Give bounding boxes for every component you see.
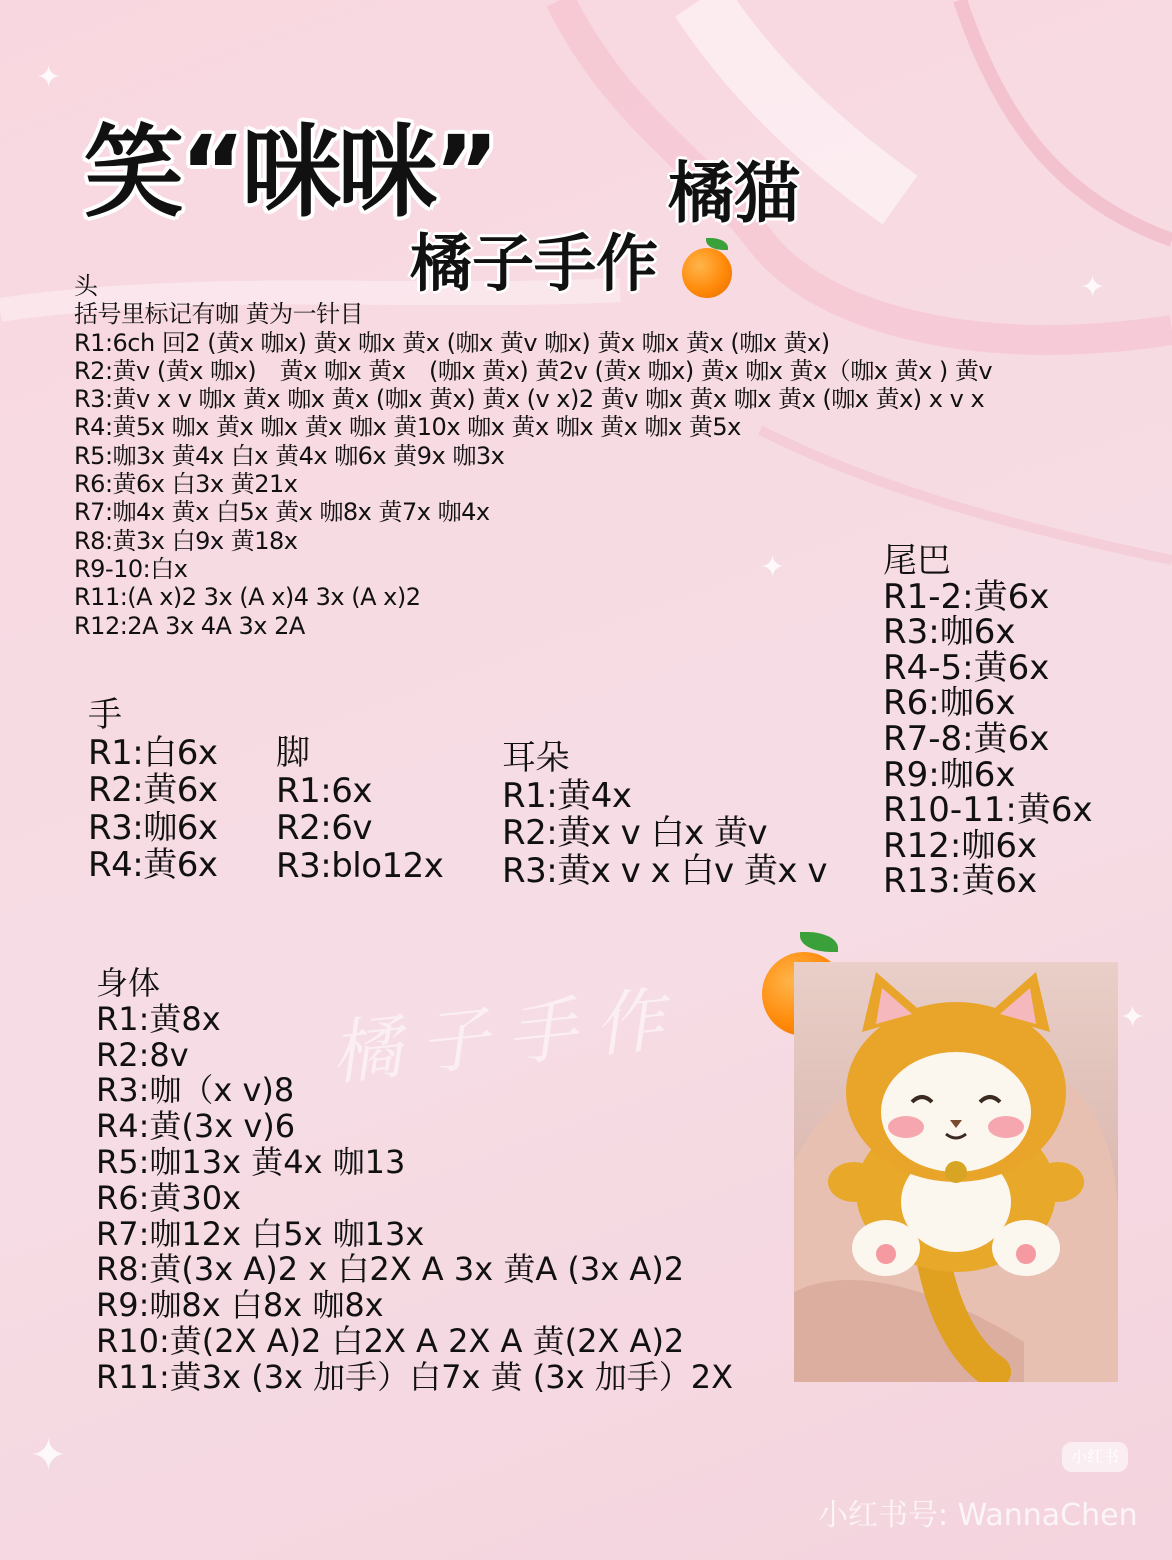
section-heading: 脚 — [276, 733, 310, 773]
pattern-row: R4:黄(3x v)6 — [96, 1107, 296, 1146]
pattern-row: R8:黄3x 白9x 黄18x — [74, 526, 298, 555]
star-icon: ✦ — [30, 1430, 67, 1481]
pattern-row: R2:黄x v 白x 黄v — [502, 813, 768, 853]
pattern-row: R1:黄4x — [502, 775, 632, 816]
section-heading: 身体 — [96, 964, 161, 1002]
page-subtitle: 橘猫 — [668, 155, 800, 232]
platform-badge: 小红书 — [1062, 1442, 1128, 1472]
platform-account: 小红书号: WannaChen — [818, 1498, 1138, 1533]
star-icon: ✦ — [1080, 270, 1106, 305]
body-section — [96, 966, 733, 1396]
pattern-row: R8:黄(3x A)2 x 白2X A 3x 黄A (3x A)2 — [96, 1250, 685, 1289]
pattern-row: R1:白6x — [88, 732, 218, 773]
star-icon: ✦ — [760, 550, 786, 585]
section-heading: 耳朵 — [502, 738, 569, 778]
section-heading: 尾巴 — [883, 541, 951, 581]
pattern-row: R7:咖12x 白5x 咖13x — [96, 1214, 425, 1253]
section-heading: 头 — [74, 272, 98, 300]
page-title: 笑“咪咪” — [84, 114, 496, 231]
hand-section — [88, 697, 217, 885]
pattern-row: R13:黄6x — [883, 861, 1038, 902]
pattern-row: R9:咖6x — [883, 754, 1016, 795]
pattern-row: R4-5:黄6x — [883, 647, 1050, 688]
pattern-row: R6:黄30x — [96, 1178, 242, 1217]
pattern-row: R11:黄3x (3x 加手）白7x 黄 (3x 加手）2X — [96, 1357, 734, 1396]
pattern-row: R3:咖（x v)8 — [96, 1071, 295, 1110]
head-note: 括号里标记有咖 黄为一针目 — [74, 300, 364, 329]
pattern-row: R5:咖3x 黄4x 白x 黄4x 咖6x 黄9x 咖3x — [74, 441, 505, 470]
pattern-row: R1-2:黄6x — [883, 576, 1050, 617]
section-heading: 手 — [88, 695, 122, 735]
pattern-row: R6:黄6x 白3x 黄21x — [74, 470, 298, 499]
pattern-row: R2:黄6x — [88, 770, 218, 810]
ear-section — [502, 740, 827, 890]
pattern-row: R1:黄8x — [96, 999, 221, 1038]
pattern-row: R7:咖4x 黄x 白5x 黄x 咖8x 黄7x 咖4x — [74, 498, 490, 527]
foot-section — [276, 735, 443, 885]
pattern-row: R5:咖13x 黄4x 咖13 — [96, 1142, 406, 1181]
pattern-row: R11:(A x)2 3x (A x)4 3x (A x)2 — [74, 583, 421, 612]
pattern-row: R9-10:白x — [74, 554, 188, 583]
pattern-row: R2:6v — [276, 808, 372, 848]
pattern-row: R10-11:黄6x — [883, 790, 1093, 831]
brand-label: 橘子手作 — [410, 227, 659, 300]
head-section — [74, 272, 992, 640]
pattern-row: R1:6x — [276, 770, 372, 811]
watermark-script: 橘子手作 — [327, 976, 686, 1096]
pattern-row: R4:黄6x — [88, 845, 218, 885]
pattern-row: R3:咖6x — [883, 612, 1016, 653]
crochet-cat-illustration — [794, 962, 1118, 1382]
pattern-row: R2:黄v (黄x 咖x) 黄x 咖x 黄x (咖x 黄x) 黄2v (黄x 咖x) 黄x 咖x 黄x（咖x 黄x ) 黄v — [74, 356, 993, 385]
pattern-row: R3:blo12x — [276, 845, 444, 886]
product-photo — [794, 962, 1118, 1382]
pattern-row: R3:黄x v x 白v 黄x v — [502, 850, 827, 891]
star-icon: ✦ — [1120, 1000, 1146, 1035]
star-icon: ✦ — [36, 60, 62, 95]
pattern-row: R4:黄5x 咖x 黄x 咖x 黄x 咖x 黄10x 咖x 黄x 咖x 黄x 咖x 黄5x — [74, 413, 741, 442]
pattern-row: R10:黄(2X A)2 白2X A 2X A 黄(2X A)2 — [96, 1321, 685, 1360]
pattern-row: R9:咖8x 白8x 咖8x — [96, 1286, 384, 1325]
pattern-row: R7-8:黄6x — [883, 718, 1050, 759]
pattern-row: R3:黄v x v 咖x 黄x 咖x 黄x (咖x 黄x) 黄x (v x)2 黄v 咖x 黄x 咖x 黄x (咖x 黄x) x v x — [74, 385, 985, 414]
pattern-row: R1:6ch 回2 (黄x 咖x) 黄x 咖x 黄x (咖x 黄v 咖x) 黄x 咖x 黄x (咖x 黄x) — [74, 328, 830, 357]
pattern-row: R12:咖6x — [883, 825, 1038, 866]
pattern-row: R6:咖6x — [883, 683, 1016, 724]
tail-section — [883, 541, 1093, 902]
pattern-row: R12:2A 3x 4A 3x 2A — [74, 611, 305, 640]
pattern-row: R3:咖6x — [88, 807, 218, 848]
pattern-row: R2:8v — [96, 1035, 189, 1074]
